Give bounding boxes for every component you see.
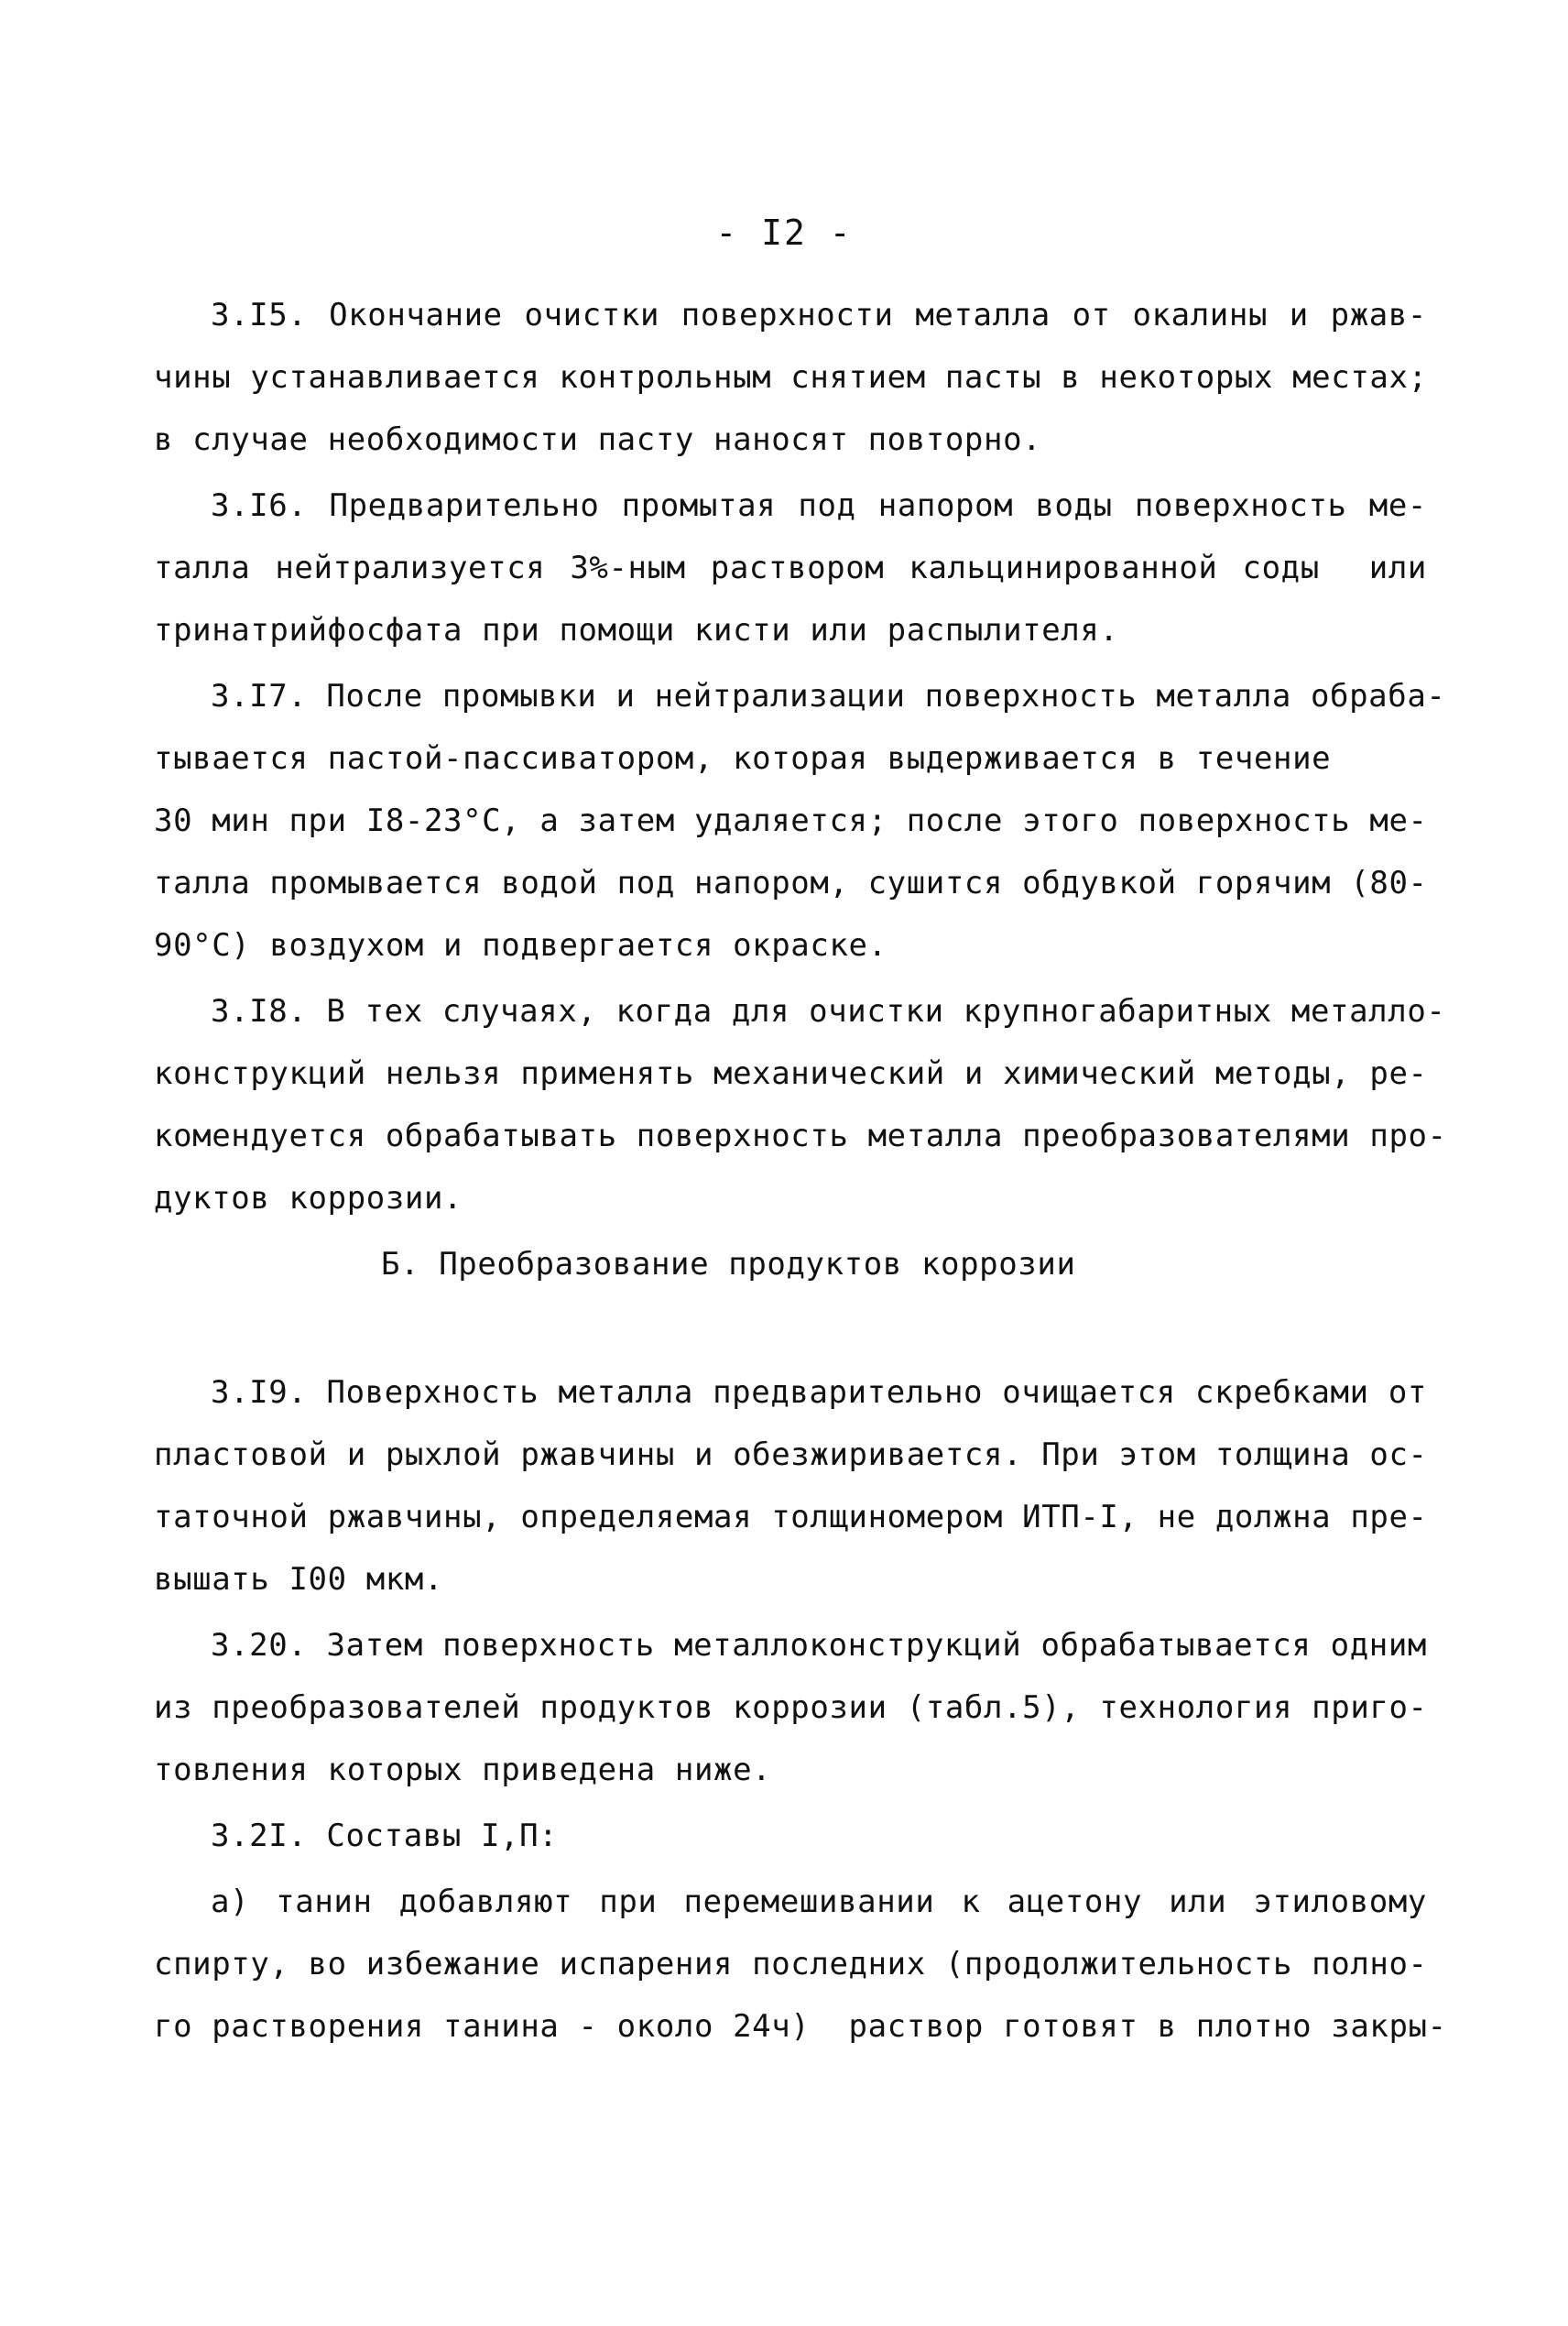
paragraph-line: тринатрийфосфата при помощи кисти или распылителя. (154, 612, 1119, 649)
paragraph-line: конструкций нельзя применять механический и химический методы, ре- (154, 1055, 1428, 1092)
paragraph-line: талла нейтрализуется 3%-ным раствором кальцинированной соды или (154, 550, 1427, 586)
paragraph-line: 3.I5. Окончание очистки поверхности металла от окалины и ржав- (211, 297, 1427, 333)
paragraph-3-19 (154, 1361, 1427, 1611)
paragraph-line: 90°С) воздухом и подвергается окраске. (154, 927, 887, 964)
paragraph-item-a (154, 1871, 1447, 2058)
paragraph-line: дуктов коррозии. (154, 1180, 463, 1217)
paragraph-line: комендуется обрабатывать поверхность металла преобразователями про- (154, 1118, 1447, 1154)
paragraph-line: пластовой и рыхлой ржавчины и обезжиривается. При этом толщина ос- (154, 1436, 1428, 1473)
paragraph-line: талла промывается водой под напором, сушится обдувкой горячим (80- (154, 865, 1428, 901)
paragraph-line: товления которых приведена ниже. (154, 1752, 772, 1788)
paragraph-line: 3.20. Затем поверхность металлоконструкций обрабатывается одним (211, 1627, 1427, 1664)
paragraph-line: 3.2I. Составы I,П: (211, 1818, 559, 1854)
section-heading: Б. Преобразование продуктов коррозии (381, 1246, 1076, 1283)
paragraph-line: 3.I6. Предварительно промытая под напором воды поверхность ме- (211, 487, 1427, 524)
page-number: - I2 - (715, 213, 853, 253)
paragraph-3-16 (154, 475, 1427, 661)
paragraph-line: а) танин добавляют при перемешивании к ацетону или этиловому (211, 1884, 1427, 1920)
paragraph-3-15 (154, 284, 1427, 471)
paragraph-3-21 (154, 1805, 1427, 1867)
paragraph-line: из преобразователей продуктов коррозии (табл.5), технология приго- (154, 1689, 1428, 1726)
paragraph-line: 3.I7. После промывки и нейтрализации поверхность металла обраба- (211, 678, 1446, 715)
paragraph-line: спирту, во избежание испарения последних (продолжительность полно- (154, 1946, 1428, 1982)
paragraph-3-18 (154, 980, 1447, 1229)
paragraph-line: тывается пастой-пассиватором, которая выдерживается в течение (154, 740, 1332, 777)
paragraph-line: в случае необходимости пасту наносят повторно. (154, 421, 1042, 458)
paragraph-line: 3.I8. В тех случаях, когда для очистки крупногабаритных металло- (211, 993, 1446, 1030)
paragraph-line: го растворения танина - около 24ч) раствор готовят в плотно закры- (154, 2008, 1447, 2045)
paragraph-line: чины устанавливается контрольным снятием пасты в некоторых местах; (154, 359, 1428, 396)
paragraph-line: 30 мин при I8-23°С, а затем удаляется; после этого поверхность ме- (154, 803, 1428, 839)
document-body (154, 284, 1447, 2058)
paragraph-line: таточной ржавчины, определяемая толщиномером ИТП-I, не должна пре- (154, 1499, 1428, 1535)
paragraph-line: 3.I9. Поверхность металла предварительно очищается скребками от (211, 1374, 1427, 1411)
paragraph-3-20 (154, 1614, 1427, 1801)
paragraph-line: вышать I00 мкм. (154, 1561, 444, 1598)
paragraph-3-17 (154, 665, 1446, 977)
